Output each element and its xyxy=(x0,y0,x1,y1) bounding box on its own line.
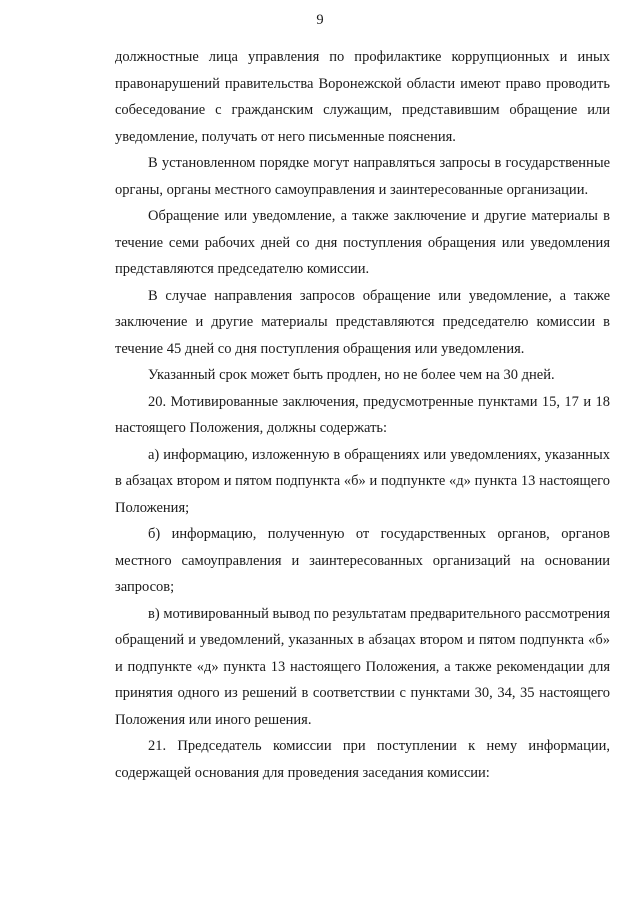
document-body xyxy=(115,44,610,786)
paragraph-continuation: должностные лица управления по профилактике коррупционных и иных правонарушений правительства Воронежской области имеют право проводить собеседование с гражданским служащим, представившим обращение или уведомление, получать от него письменные пояснения. xyxy=(115,49,610,145)
paragraph-item-20-a: а) информацию, изложенную в обращениях или уведомлениях, указанных в абзацах втором и пятом подпункта «б» и подпункте «д» пункта 13 настоящего Положения; xyxy=(115,446,610,516)
page-number: 9 xyxy=(316,12,324,28)
paragraph-requests: В установленном порядке могут направляться запросы в государственные органы, органы местного самоуправления и заинтересованные организации. xyxy=(115,155,610,198)
paragraph-extension: Указанный срок может быть продлен, но не более чем на 30 дней. xyxy=(148,367,555,383)
paragraph-submission-seven-days: Обращение или уведомление, а также заключение и другие материалы в течение семи рабочих дней со дня поступления обращения или уведомления представляются председателю комиссии. xyxy=(115,208,610,277)
paragraph-submission-45-days: В случае направления запросов обращение или уведомление, а также заключение и другие материалы представляются председателю комиссии в течение 45 дней со дня поступления обращения или уведомления. xyxy=(115,287,610,357)
paragraph-item-21: 21. Председатель комиссии при поступлении к нему информации, содержащей основания для проведения заседания комиссии: xyxy=(115,738,610,781)
paragraph-item-20-v: в) мотивированный вывод по результатам предварительного рассмотрения обращений и уведомлений, указанных в абзацах втором и пятом подпункта «б» и подпункте «д» пункта 13 настоящего Положения, а также рекомендации для принятия одного из решений в соответствии с пунктами 30, 34, 35 настоящего Положения или иного решения. xyxy=(115,605,610,728)
paragraph-item-20: 20. Мотивированные заключения, предусмотренные пунктами 15, 17 и 18 настоящего Положения, должны содержать: xyxy=(115,393,610,436)
paragraph-item-20-b: б) информацию, полученную от государственных органов, органов местного самоуправления и заинтересованных организаций на основании запросов; xyxy=(115,526,610,595)
